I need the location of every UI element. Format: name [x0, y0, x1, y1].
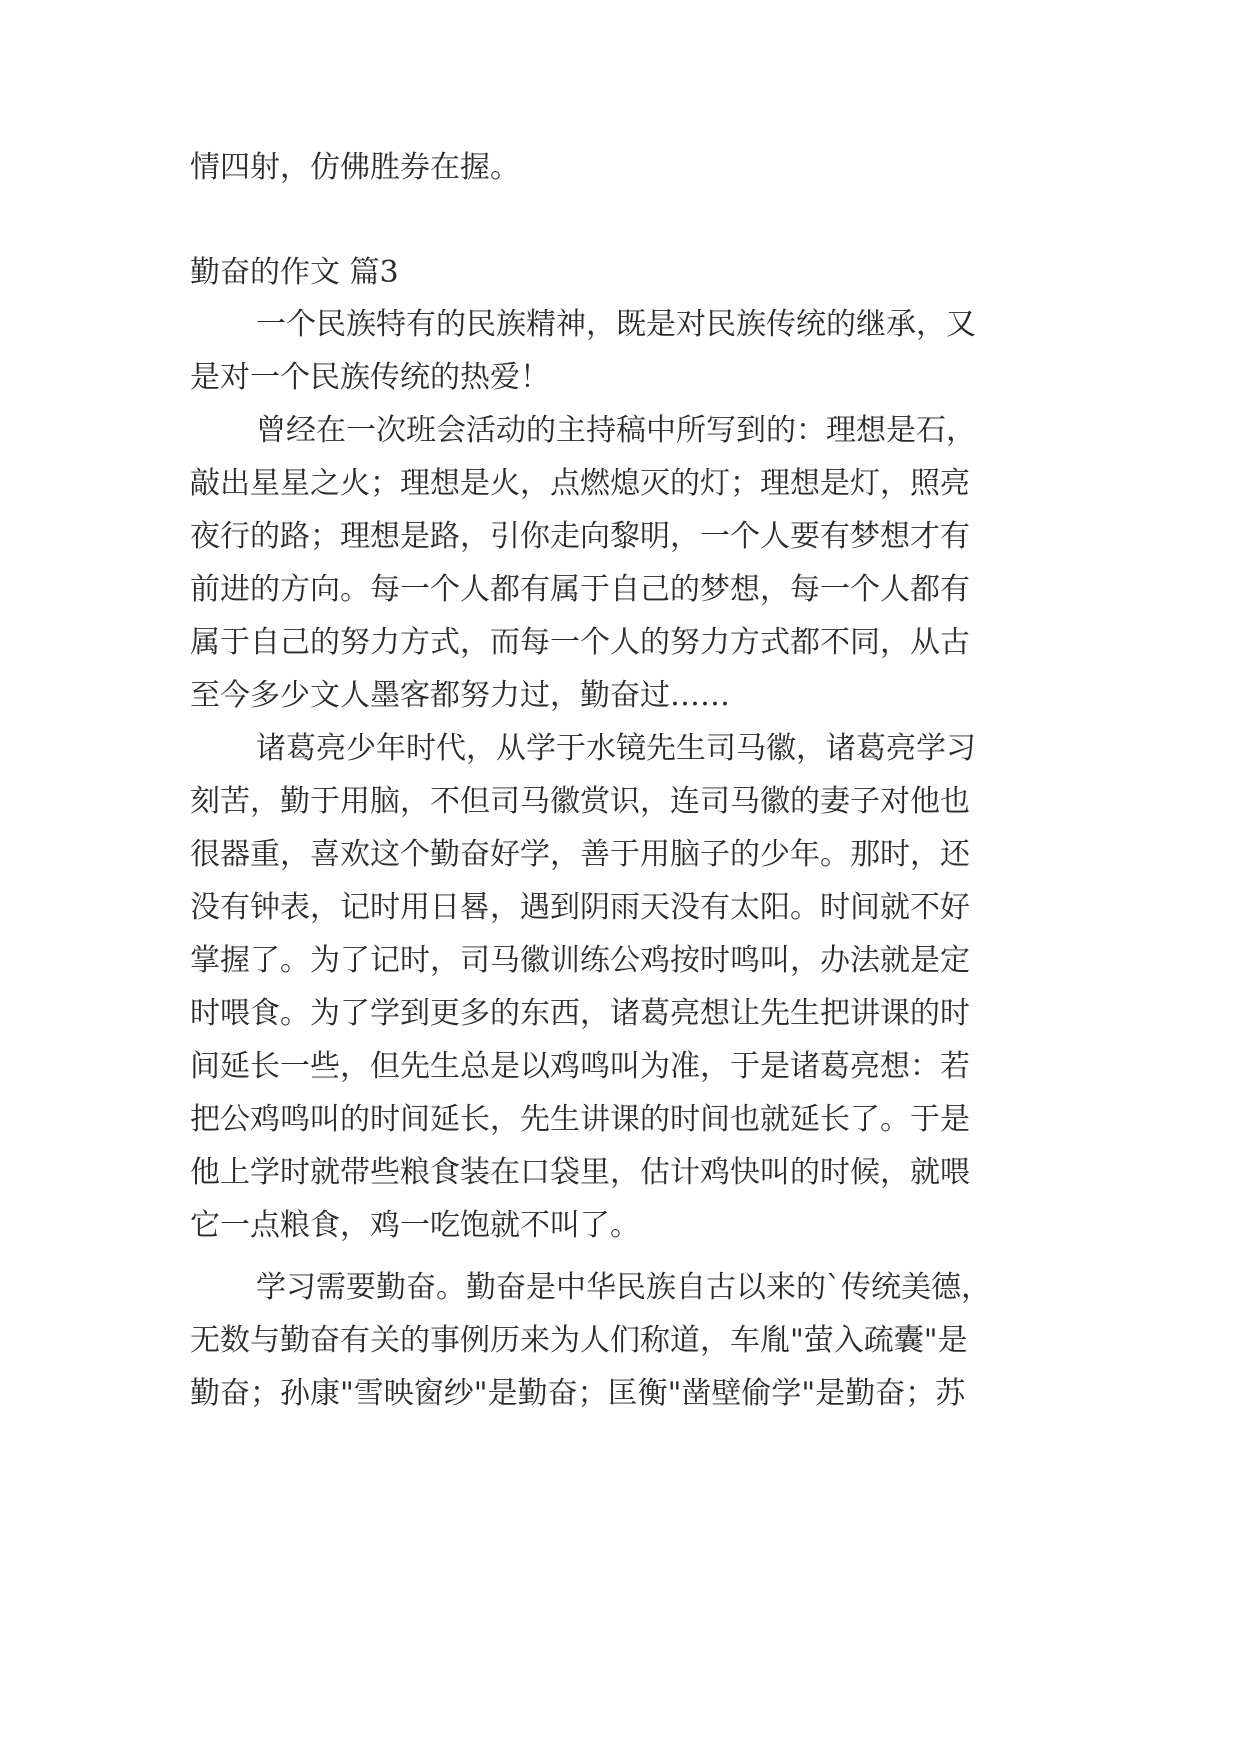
- text-line: 他上学时就带些粮食装在口袋里，估计鸡快叫的时候，就喂: [190, 1155, 970, 1190]
- text-line: 前进的方向。每一个人都有属于自己的梦想，每一个人都有: [190, 572, 970, 607]
- text-line: 学习需要勤奋。勤奋是中华民族自古以来的`传统美德，: [256, 1270, 991, 1305]
- section-heading: 勤奋的作文 篇3: [190, 255, 399, 290]
- text-line: 掌握了。为了记时，司马徽训练公鸡按时鸣叫，办法就是定: [190, 943, 970, 978]
- text-line: 刻苦，勤于用脑，不但司马徽赏识，连司马徽的妻子对他也: [190, 784, 970, 819]
- text-line: 把公鸡鸣叫的时间延长，先生讲课的时间也就延长了。于是: [190, 1102, 970, 1137]
- text-line: 很器重，喜欢这个勤奋好学，善于用脑子的少年。那时，还: [190, 837, 970, 872]
- text-line: 属于自己的努力方式，而每一个人的努力方式都不同，从古: [190, 625, 970, 660]
- text-line: 情四射，仿佛胜券在握。: [190, 150, 520, 185]
- text-line: 曾经在一次班会活动的主持稿中所写到的：理想是石，: [256, 413, 976, 448]
- text-line: 诸葛亮少年时代，从学于水镜先生司马徽，诸葛亮学习: [256, 731, 976, 766]
- text-line: 夜行的路；理想是路，引你走向黎明，一个人要有梦想才有: [190, 519, 970, 554]
- text-line: 时喂食。为了学到更多的东西，诸葛亮想让先生把讲课的时: [190, 996, 970, 1031]
- text-line: 没有钟表，记时用日晷，遇到阴雨天没有太阳。时间就不好: [190, 890, 970, 925]
- text-line: 至今多少文人墨客都努力过，勤奋过……: [190, 678, 730, 713]
- text-line: 间延长一些，但先生总是以鸡鸣叫为准，于是诸葛亮想：若: [190, 1049, 970, 1084]
- text-line: 一个民族特有的民族精神，既是对民族传统的继承，又: [256, 307, 976, 342]
- text-line: 勤奋；孙康"雪映窗纱"是勤奋；匡衡"凿壁偷学"是勤奋；苏: [190, 1376, 966, 1411]
- text-line: 敲出星星之火；理想是火，点燃熄灭的灯；理想是灯，照亮: [190, 466, 970, 501]
- text-line: 无数与勤奋有关的事例历来为人们称道，车胤"萤入疏囊"是: [190, 1323, 968, 1358]
- text-line: 它一点粮食，鸡一吃饱就不叫了。: [190, 1208, 640, 1243]
- text-line: 是对一个民族传统的热爱！: [190, 360, 550, 395]
